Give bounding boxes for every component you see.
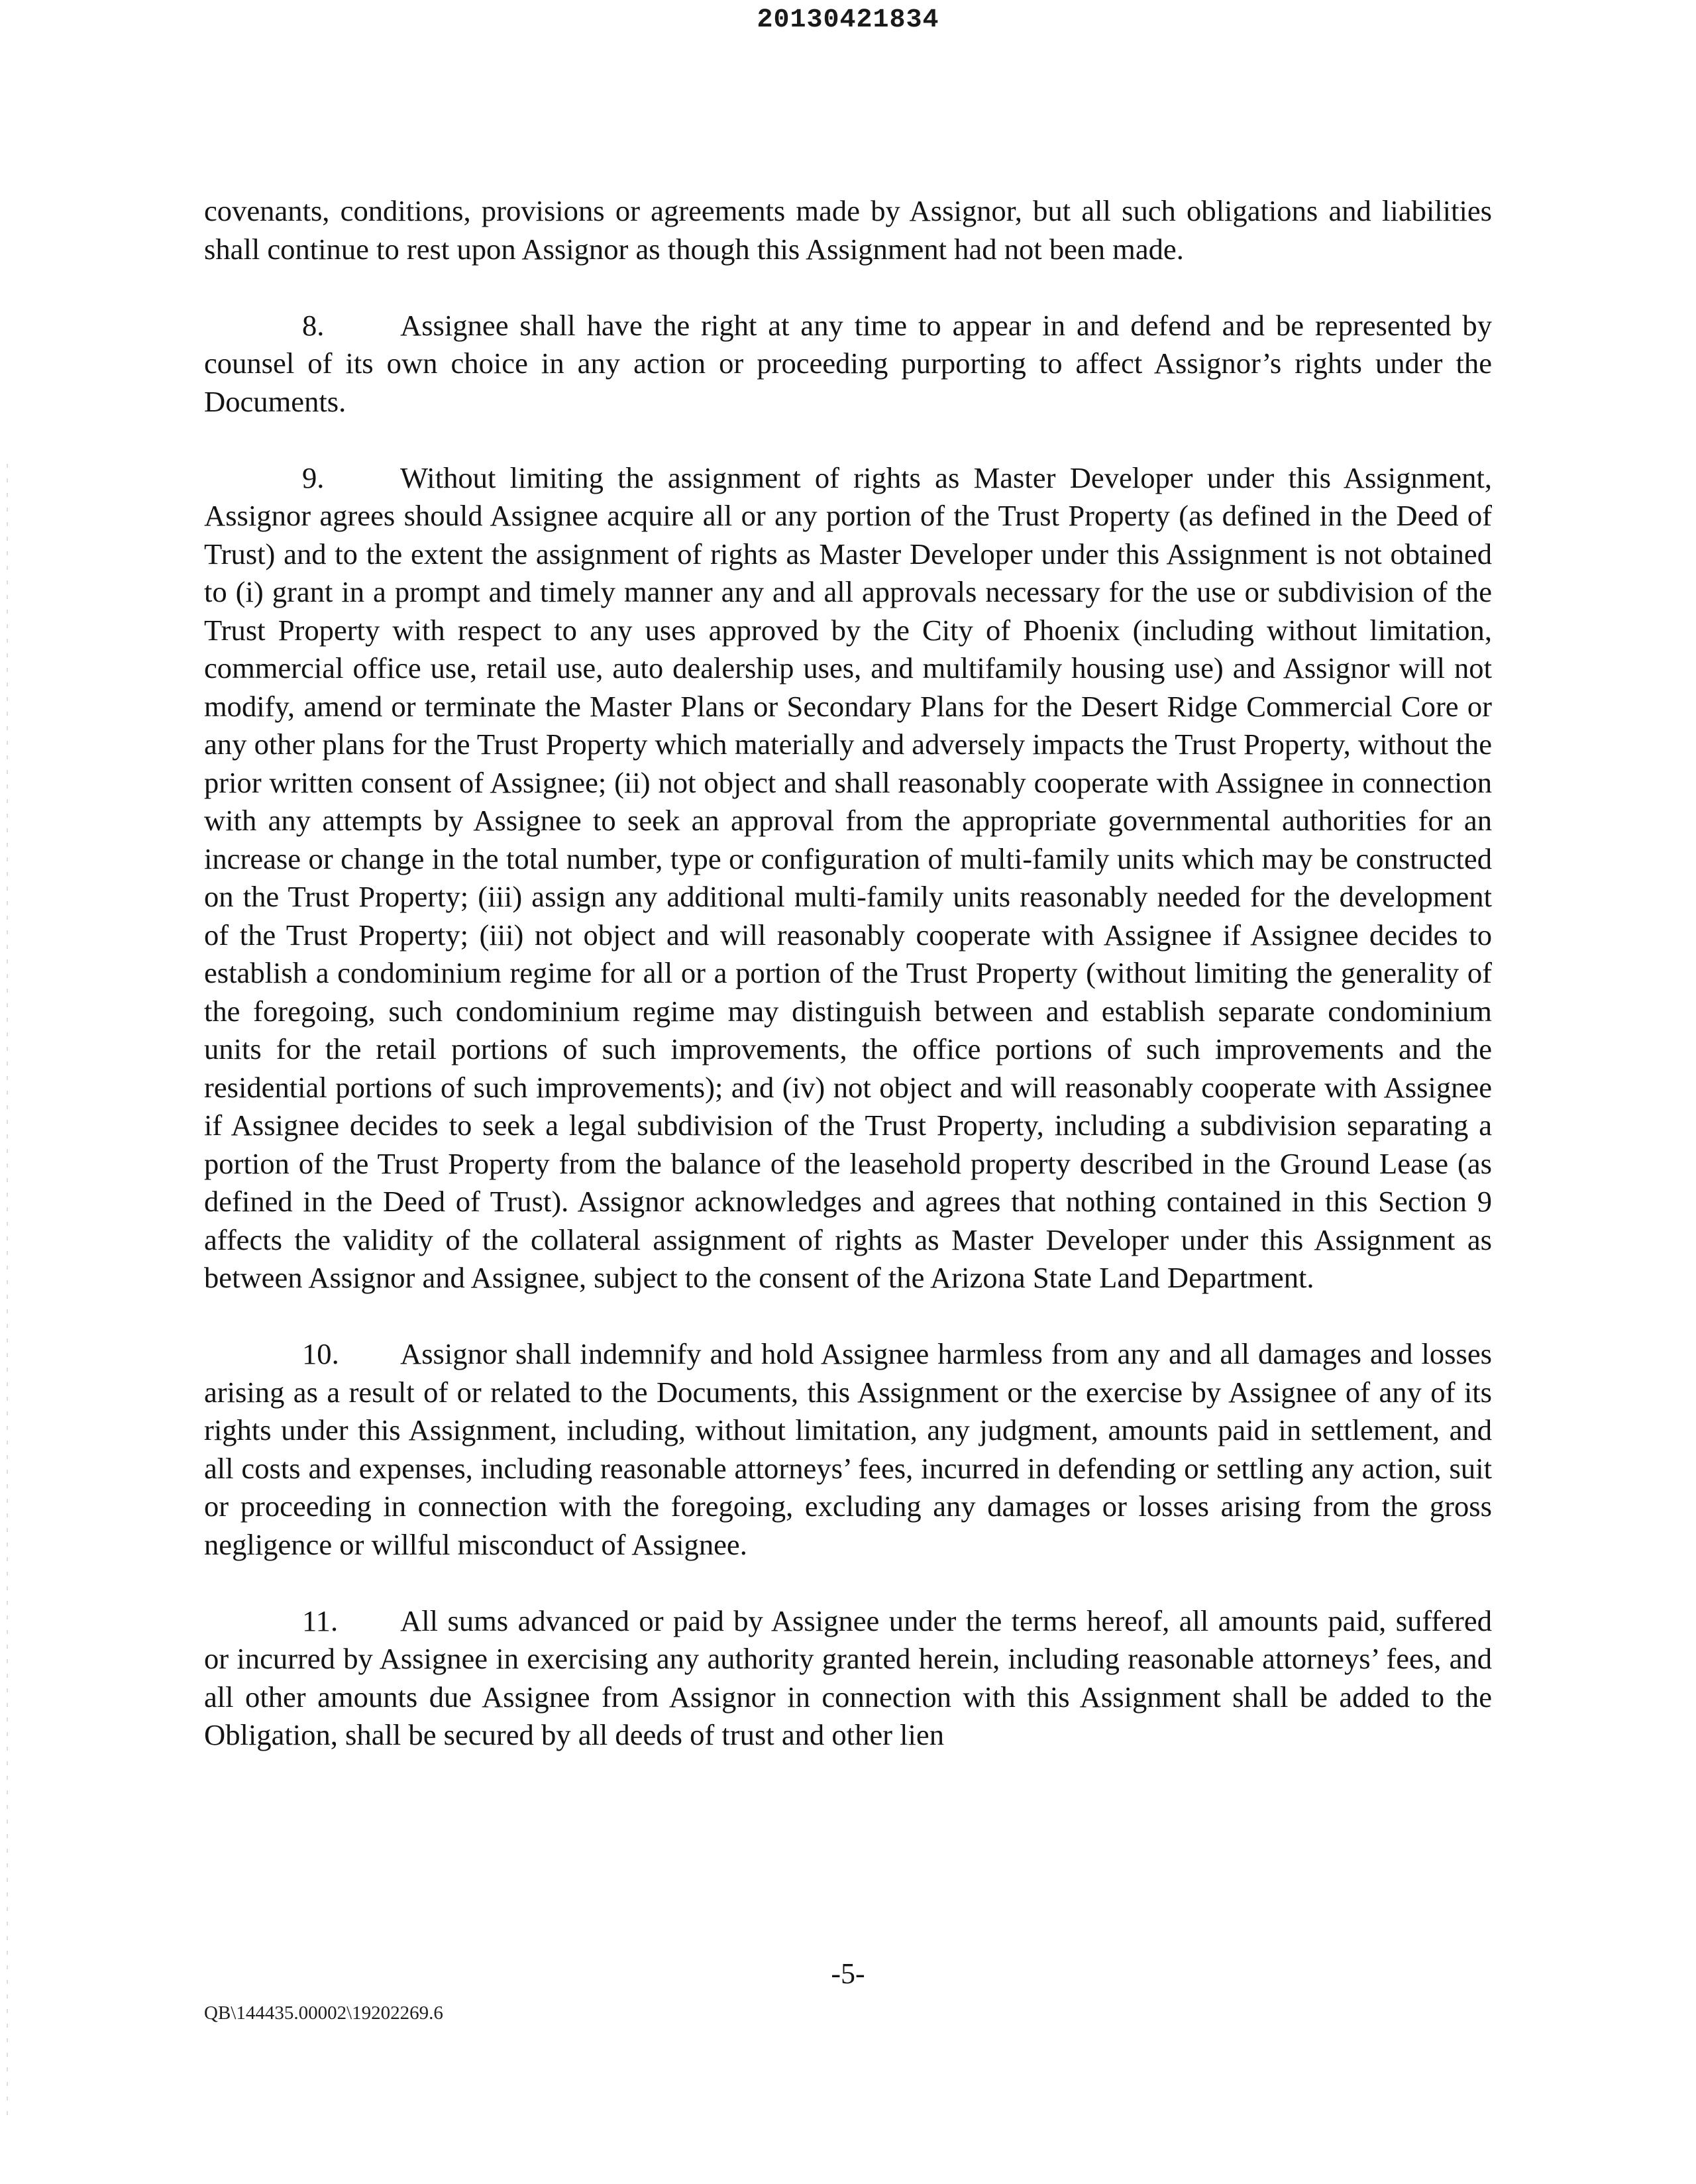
paragraph-8 — [204, 307, 1492, 421]
paragraph-number: 10. — [302, 1337, 339, 1370]
scan-edge-artifact — [7, 464, 8, 2120]
document-id: QB\144435.00002\19202269.6 — [204, 2002, 443, 2024]
paragraph-10 — [204, 1335, 1492, 1564]
paragraph-number: 9. — [302, 461, 325, 494]
paragraph-text: All sums advanced or paid by Assignee under the terms hereof, all amounts paid, suffered or incurred by Assignee in exercising any authority granted herein, including reasonable attorneys’ fees, and all other amounts due Assignee from Assignor in connection with this Assignment shall be added to the Obligation, shall be secured by all deeds of trust and other lien — [204, 1604, 1492, 1751]
paragraph-11 — [204, 1602, 1492, 1755]
paragraph-9 — [204, 459, 1492, 1297]
paragraph-number: 11. — [302, 1604, 339, 1637]
paragraph-text: Assignee shall have the right at any time to appear in and defend and be represented by counsel of its own choice in any action or proceeding purporting to affect Assignor’s rights under the Documents. — [204, 308, 1492, 418]
paragraph-number: 8. — [302, 308, 325, 342]
continued-paragraph: covenants, conditions, provisions or agreements made by Assignor, but all such obligations and liabilities shall continue to rest upon Assignor as though this Assignment had not been made. — [204, 194, 1492, 266]
paragraph-text: Without limiting the assignment of rights as Master Developer under this Assignment, Assignor agrees should Assignee acquire all or any portion of the Trust Property (as defined in the Deed of Trust) and to the extent the assignment of rights as Master Developer under this Assignment is not obtained to (i) grant in a prompt and timely manner any and all approvals necessary for the use or subdivision of the Trust Property with respect to any uses approved by the City of Phoenix (including without limitation, commercial office use, retail use, auto dealership uses, and multifamily housing use) and Assignor will not modify, amend or terminate the Master Plans or Secondary Plans for the Desert Ridge Commercial Core or any other plans for the Trust Property which materially and adversely impacts the Trust Property, without the prior written consent of Assignee; (ii) not object and shall reasonably cooperate with Assignee in connection with any attempts by Assignee to seek an approval from the appropriate governmental authorities for an increase or change in the total number, type or configuration of multi-family units which may be constructed on the Trust Property; (iii) assign any additional multi-family units reasonably needed for the development of the Trust Property; (iii) not object and will reasonably cooperate with Assignee if Assignee decides to establish a condominium regime for all or a portion of the Trust Property (without limiting the generality of the foregoing, such condominium regime may distinguish between and establish separate condominium units for the retail portions of such improvements, the office portions of such improvements and the residential portions of such improvements); and (iv) not object and will reasonably cooperate with Assignee if Assignee decides to seek a legal subdivision of the Trust Property, including a subdivision separating a portion of the Trust Property from the balance of the leasehold property described in the Ground Lease (as defined in the Deed of Trust). Assignor acknowledges and agrees that nothing contained in this Section 9 affects the validity of the collateral assignment of rights as Master Developer under this Assignment as between Assignor and Assignee, subject to the consent of the Arizona State Land Department. — [204, 461, 1492, 1294]
recording-number: 20130421834 — [757, 5, 939, 35]
paragraph-text: Assignor shall indemnify and hold Assignee harmless from any and all damages and losses arising as a result of or related to the Documents, this Assignment or the exercise by Assignee of any of its rights under this Assignment, including, without limitation, any judgment, amounts paid in settlement, and all costs and expenses, including reasonable attorneys’ fees, incurred in defending or settling any action, suit or proceeding in connection with the foregoing, excluding any damages or losses arising from the gross negligence or willful misconduct of Assignee. — [204, 1337, 1492, 1561]
document-body — [204, 192, 1492, 1755]
page-number: -5- — [831, 1957, 865, 1990]
